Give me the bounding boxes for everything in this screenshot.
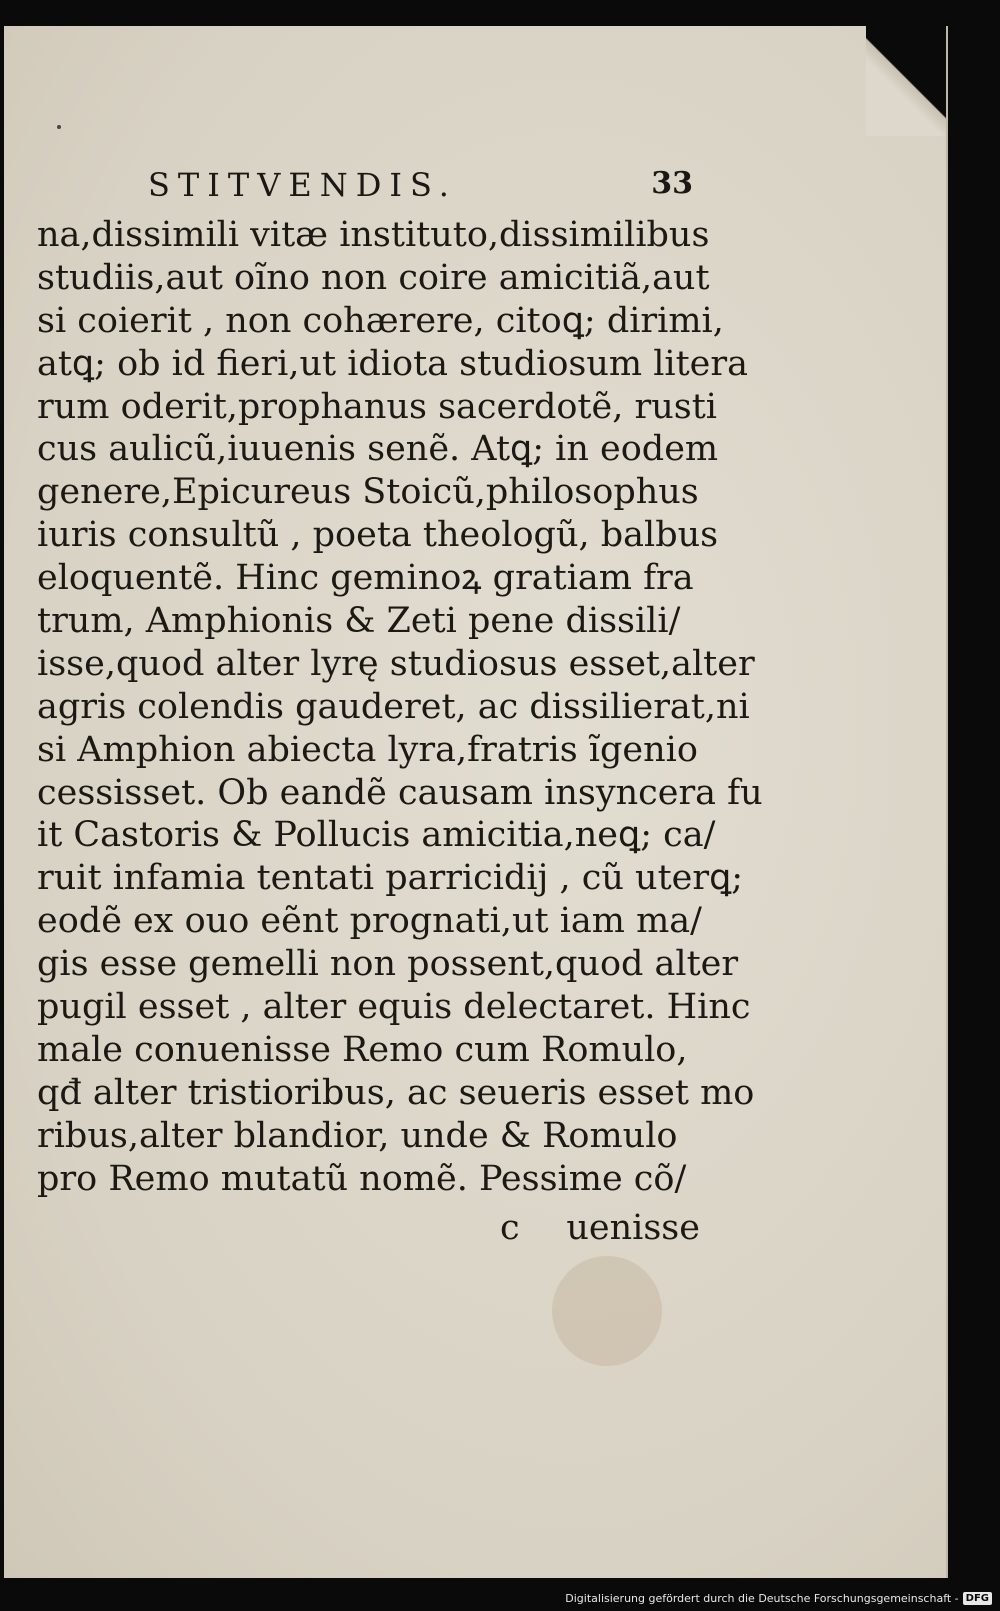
running-head: STITVENDIS.	[148, 166, 457, 204]
text-line: cus aulicũ,iuuenis senẽ. Atꝗ; in eodem	[37, 429, 719, 470]
text-line: eloquentẽ. Hinc geminoꝝ gratiam fra	[37, 558, 694, 599]
page-number: 33	[651, 166, 693, 201]
text-line: gis esse gemelli non possent,quod alter	[37, 944, 739, 985]
text-line: iuris consultũ , poeta theologũ, balbus	[37, 515, 719, 556]
dfg-logo-icon: DFG	[963, 1592, 992, 1605]
ink-speck	[57, 125, 61, 129]
text-line: studiis,aut oĩno non coire amicitiã,aut	[37, 257, 710, 298]
digitization-credit	[565, 1592, 992, 1605]
signature-mark: c	[500, 1208, 520, 1248]
text-line: isse,quod alter lyrę studiosus esset,alter	[37, 643, 755, 684]
page-header	[148, 166, 693, 208]
page-corner-fold	[866, 26, 946, 136]
text-line: na,dissimili vitæ instituto,dissimilibus	[37, 215, 710, 255]
text-line: ribus,alter blandior, unde & Romulo	[37, 1115, 678, 1156]
credit-text: Digitalisierung gefördert durch die Deutsche Forschungsgemeinschaft -	[565, 1592, 959, 1605]
text-line: trum, Amphionis & Zeti pene dissili/	[37, 601, 681, 642]
text-line: cessisset. Ob eandẽ causam insyncera fu	[37, 772, 763, 813]
text-line: rum oderit,prophanus sacerdotẽ, rusti	[37, 386, 717, 427]
text-line: si coierit , non cohærere, citoꝗ; dirimi,	[37, 300, 724, 341]
text-line: genere,Epicureus Stoicũ,philosophus	[37, 472, 699, 513]
text-line: qđ alter tristioribus, ac seueris esset mo	[37, 1072, 755, 1113]
text-line: atꝗ; ob id fieri,ut idiota studiosum litera	[37, 343, 748, 384]
text-line: ruit infamia tentati parricidij , cũ uterꝗ;	[37, 858, 744, 899]
page-footer	[500, 1208, 700, 1252]
text-line: agris colendis gauderet, ac dissilierat,ni	[37, 686, 750, 727]
text-line: male conuenisse Remo cum Romulo,	[37, 1029, 688, 1070]
text-line: it Castoris & Pollucis amicitia,neꝗ; ca/	[37, 815, 716, 856]
text-line: eodẽ ex ouo eẽnt prognati,ut iam ma/	[37, 901, 702, 942]
body-text	[37, 214, 763, 1200]
text-line: pugil esset , alter equis delectaret. Hinc	[37, 987, 751, 1028]
text-line: pro Remo mutatũ nomẽ. Pessime cõ/	[37, 1158, 687, 1199]
paper-stain	[552, 1256, 662, 1366]
text-line: si Amphion abiecta lyra,fratris ĩgenio	[37, 729, 698, 770]
catchword: uenisse	[566, 1208, 700, 1248]
